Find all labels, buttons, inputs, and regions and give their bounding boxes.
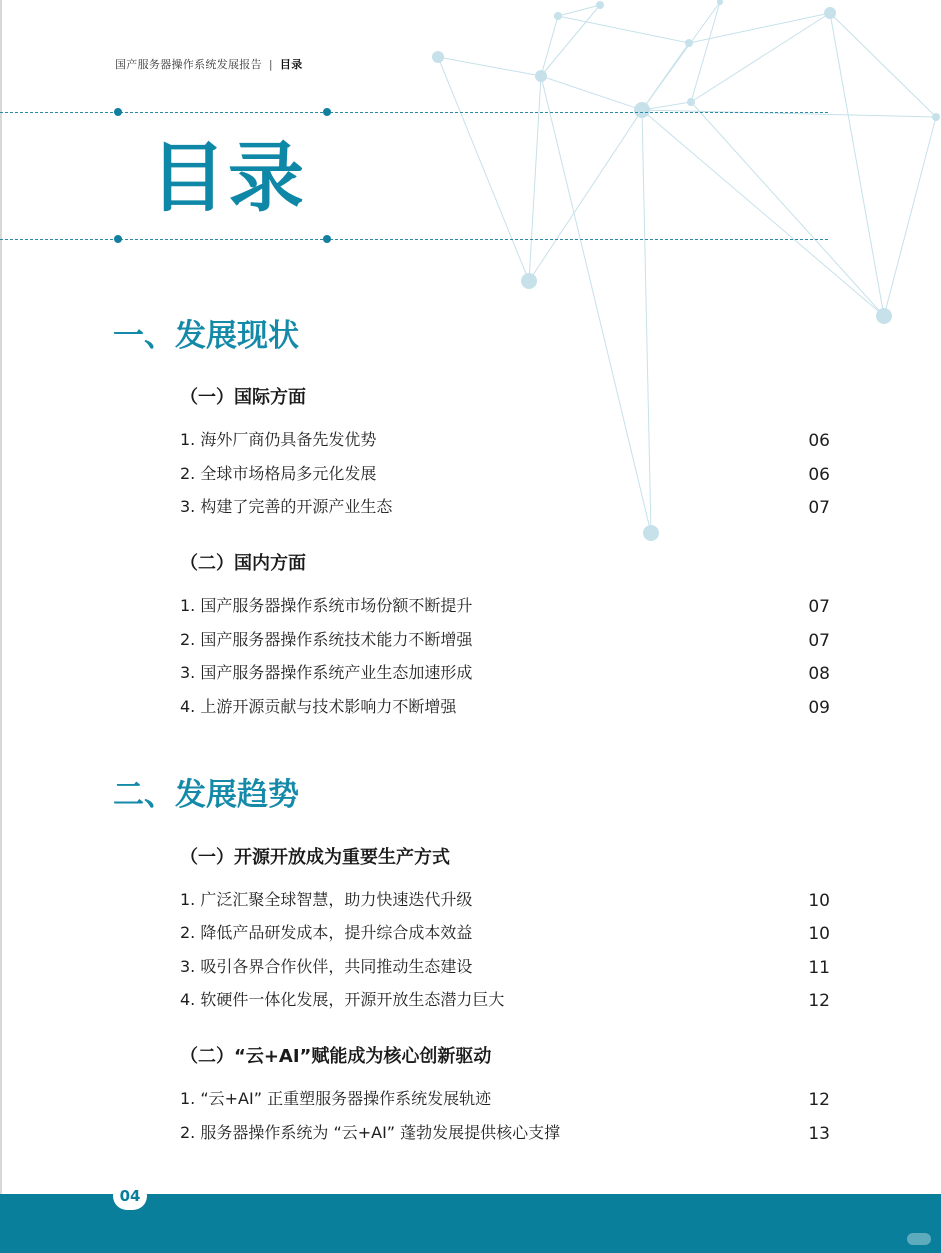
network-node <box>596 1 604 9</box>
page-title: 目录 <box>150 133 306 222</box>
toc-entry-page: 09 <box>808 698 830 718</box>
network-node <box>535 70 547 82</box>
network-line <box>691 13 830 102</box>
toc-entry[interactable] <box>180 462 830 486</box>
toc-entry[interactable] <box>180 988 830 1012</box>
header-separator: | <box>268 58 273 71</box>
network-line <box>691 102 884 316</box>
network-line <box>438 57 541 76</box>
network-node <box>824 7 836 19</box>
top-divider <box>0 112 828 113</box>
toc-entry-page: 11 <box>808 958 830 978</box>
header-section: 目录 <box>279 58 303 71</box>
toc-entry[interactable] <box>180 594 830 618</box>
network-line <box>642 2 720 110</box>
group-heading: （二）国内方面 <box>180 553 306 574</box>
network-node <box>685 39 693 47</box>
group-heading: （二）“云+AI”赋能成为核心创新驱动 <box>180 1046 492 1067</box>
toc-entry[interactable] <box>180 955 830 979</box>
toc-entry[interactable] <box>180 628 830 652</box>
network-line <box>689 13 830 43</box>
toc-entry-text: 4. 软硬件一体化发展，开源开放生态潜力巨大 <box>180 990 505 1009</box>
toc-entry[interactable] <box>180 1121 830 1145</box>
network-line <box>642 110 884 316</box>
network-node <box>432 51 444 63</box>
toc-entry-text: 2. 全球市场格局多元化发展 <box>180 464 377 483</box>
network-node <box>687 98 695 106</box>
report-title: 国产服务器操作系统发展报告 <box>115 58 262 71</box>
toc-entry-page: 07 <box>808 597 830 617</box>
toc-entry[interactable] <box>180 1087 830 1111</box>
toc-entry-text: 2. 服务器操作系统为 “云+AI” 蓬勃发展提供核心支撑 <box>180 1123 561 1142</box>
toc-entry[interactable] <box>180 695 830 719</box>
page-number: 04 <box>113 1182 147 1210</box>
toc-entry-text: 1. 广泛汇聚全球智慧，助力快速迭代升级 <box>180 890 473 909</box>
divider-dot <box>323 235 331 243</box>
toc-entry-text: 1. 海外厂商仍具备先发优势 <box>180 430 377 449</box>
toc-entry-page: 10 <box>808 924 830 944</box>
network-line <box>529 110 642 281</box>
network-line <box>884 117 936 316</box>
bottom-divider <box>0 239 828 240</box>
network-node <box>643 525 659 541</box>
network-node <box>634 102 650 118</box>
group-heading: （一）开源开放成为重要生产方式 <box>180 847 450 868</box>
network-line <box>541 16 558 76</box>
toc-entry-text: 1. “云+AI” 正重塑服务器操作系统发展轨迹 <box>180 1089 492 1108</box>
network-line <box>438 57 529 281</box>
network-line <box>529 76 541 281</box>
toc-entry-page: 08 <box>808 664 830 684</box>
network-line <box>558 5 600 16</box>
toc-entry[interactable] <box>180 495 830 519</box>
divider-dot <box>114 108 122 116</box>
toc-entry-page: 06 <box>808 431 830 451</box>
network-node <box>932 113 940 121</box>
toc-entry[interactable] <box>180 661 830 685</box>
toc-entry-page: 12 <box>808 991 830 1011</box>
toc-entry-page: 12 <box>808 1090 830 1110</box>
toc-entry[interactable] <box>180 921 830 945</box>
toc-entry-text: 3. 吸引各界合作伙伴，共同推动生态建设 <box>180 957 473 976</box>
network-node <box>876 308 892 324</box>
section-heading: 二、发展趋势 <box>113 777 299 813</box>
network-line <box>558 16 689 43</box>
toc-entry-text: 4. 上游开源贡献与技术影响力不断增强 <box>180 697 457 716</box>
toc-entry-page: 06 <box>808 465 830 485</box>
section-heading: 一、发展现状 <box>113 318 299 354</box>
toc-entry-text: 2. 降低产品研发成本，提升综合成本效益 <box>180 923 473 942</box>
running-header <box>115 56 303 72</box>
divider-dot <box>114 235 122 243</box>
network-line <box>541 5 600 76</box>
toc-entry-page: 07 <box>808 498 830 518</box>
toc-entry-text: 1. 国产服务器操作系统市场份额不断提升 <box>180 596 473 615</box>
network-node <box>521 273 537 289</box>
group-heading: （一）国际方面 <box>180 387 306 408</box>
toc-entry-text: 3. 构建了完善的开源产业生态 <box>180 497 393 516</box>
toc-entry-text: 3. 国产服务器操作系统产业生态加速形成 <box>180 663 473 682</box>
toc-entry[interactable] <box>180 428 830 452</box>
toc-entry-page: 10 <box>808 891 830 911</box>
toc-entry[interactable] <box>180 888 830 912</box>
network-line <box>691 2 720 102</box>
toc-entry-text: 2. 国产服务器操作系统技术能力不断增强 <box>180 630 473 649</box>
toc-entry-page: 07 <box>808 631 830 651</box>
watermark-badge <box>907 1233 931 1245</box>
divider-dot <box>323 108 331 116</box>
network-line <box>541 76 642 110</box>
toc-entry-page: 13 <box>808 1124 830 1144</box>
network-node <box>554 12 562 20</box>
